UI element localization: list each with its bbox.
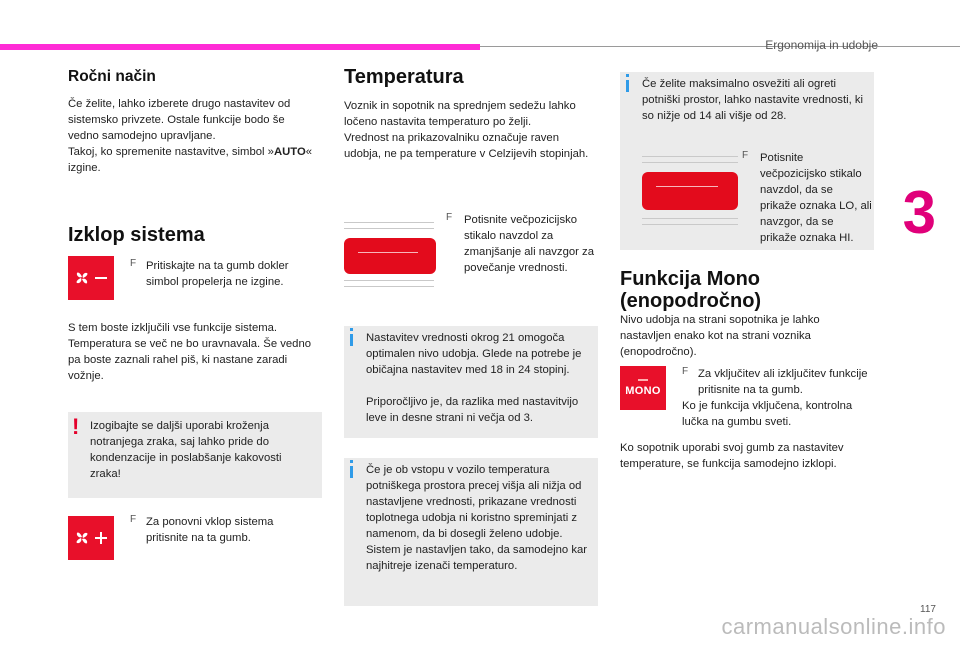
izklop-bullet-text: Pritiskajte na ta gumb dokler simbol propelerja ne izgine. [146,260,289,288]
watermark: carmanualsonline.info [721,614,946,639]
vklop-bullet-text: Za ponovni vklop sistema pritisnite na ta gumb. [146,516,274,544]
info-icon [350,328,353,331]
lo-hi-bullet [742,150,872,246]
temperature-switch-illustration-2 [642,154,738,228]
izklop-text: S tem boste izključili vse funkcije sistema. Temperatura se več ne bo uravnavala. Še vedno pa boste zaznali rahel piš, ki nastane zaradi vožnje. [68,322,312,382]
mono-bullet-text: Za vključitev ali izključitev funkcije pritisnite na ta gumb. [698,368,868,396]
rocni-text-1: Če želite, lahko izberete drugo nastavitev od sistemsko privzete. Ostale funkcije bodo še vedno samodejno upravljane. [68,98,291,142]
info2-text: Če je ob vstopu v vozilo temperatura potniškega prostora precej višja ali nižja od nastavljene vrednosti, prikazane vrednosti toplotnega udobja ni koristno spreminjati z namenom, da bi dosegli želeno udobje. Sistem je nastavljen tako, da samodejno kar najhitreje izenači temperaturo. [366,464,588,572]
izklop-bullet [130,258,310,290]
mono-title-2: (enopodročno) [620,290,762,312]
warning-note [68,412,322,498]
izklop-sistema-heading: Izklop sistema [68,224,205,246]
mono-button[interactable] [620,366,666,410]
temperature-switch[interactable] [642,172,738,210]
temp-bullet [446,212,596,276]
warning-text: Izogibajte se daljši uporabi kroženja notranjega zraka, saj lahko pride do kondenzacije in poslabšanje kakovosti zraka! [90,420,282,480]
bullet-icon: F [682,366,689,377]
mono-button-label: MONO [625,385,661,397]
info-note-2 [344,458,598,606]
info-note-3 [620,72,874,250]
info-note-1 [344,326,598,438]
auto-symbol: AUTO [273,146,306,158]
info3-text: Če želite maksimalno osvežiti ali ogreti potniški prostor, lahko nastavite vrednosti, ki so nižje od 14 ali višje od 28. [642,78,864,122]
mono-indicator-light [638,379,648,381]
lo-hi-bullet-text: Potisnite večpozicijsko stikalo navzdol, da se prikaže oznaka LO, ali navzgor, da se prikaže oznaka HI. [760,152,872,244]
bullet-icon: F [742,150,749,161]
chapter-number: 3 [902,179,936,246]
temperature-switch-illustration [344,214,440,294]
page-number: 117 [920,604,936,615]
funkcija-mono-heading [620,268,761,312]
vklop-bullet [130,514,310,546]
fan-off-button[interactable] [68,256,114,300]
fan-minus-icon [71,266,111,290]
bullet-icon: F [130,258,137,269]
mono-bullet [682,366,872,430]
header-rule [480,46,960,47]
mono-bullet-text-2: Ko je funkcija vključena, kontrolna lučka na gumbu sveti. [682,400,853,428]
rocni-text-2 [68,144,318,176]
bullet-icon: F [446,212,453,223]
temperatura-heading: Temperatura [344,66,464,88]
info1-text-1: Nastavitev vrednosti okrog 21 omogoča optimalen nivo udobja. Glede na potrebe je običajna nastavitev med 18 in 24 stopinj. [366,332,582,376]
section-title: Ergonomija in udobje [765,38,878,52]
header-accent-bar [0,44,480,50]
rocni-text-2c: « izgine. [68,146,313,174]
info1-text-2: Priporočljivo je, da razlika med nastavitvijo leve in desne strani ni večja od 3. [366,396,579,424]
mono-text-2: Ko sopotnik uporabi svoj gumb za nastavitev temperature, se funkcija samodejno izklopi. [620,442,844,470]
info-icon [350,460,353,463]
rocni-text-2a: Takoj, ko spremenite nastavitve, simbol » [68,146,274,158]
mono-text: Nivo udobja na strani sopotnika je lahko nastavljen enako kot na strani voznika (enopodročno). [620,314,820,358]
temp-text-1: Voznik in sopotnik na sprednjem sedežu lahko ločeno nastavita temperaturo po želji. [344,100,576,128]
warning-icon: ! [72,414,80,439]
mono-title-1: Funkcija Mono [620,268,760,290]
fan-plus-icon [71,526,111,550]
bullet-icon: F [130,514,137,525]
fan-on-button[interactable] [68,516,114,560]
info-icon [626,74,629,77]
rocni-nacin-heading: Ročni način [68,68,156,85]
temperature-switch[interactable] [344,238,436,274]
temp-bullet-text: Potisnite večpozicijsko stikalo navzdol za zmanjšanje ali navzgor za povečanje vrednosti. [464,214,594,274]
temp-text-2: Vrednost na prikazovalniku označuje raven udobja, ne pa temperature v Celzijevih stopinjah. [344,132,589,160]
